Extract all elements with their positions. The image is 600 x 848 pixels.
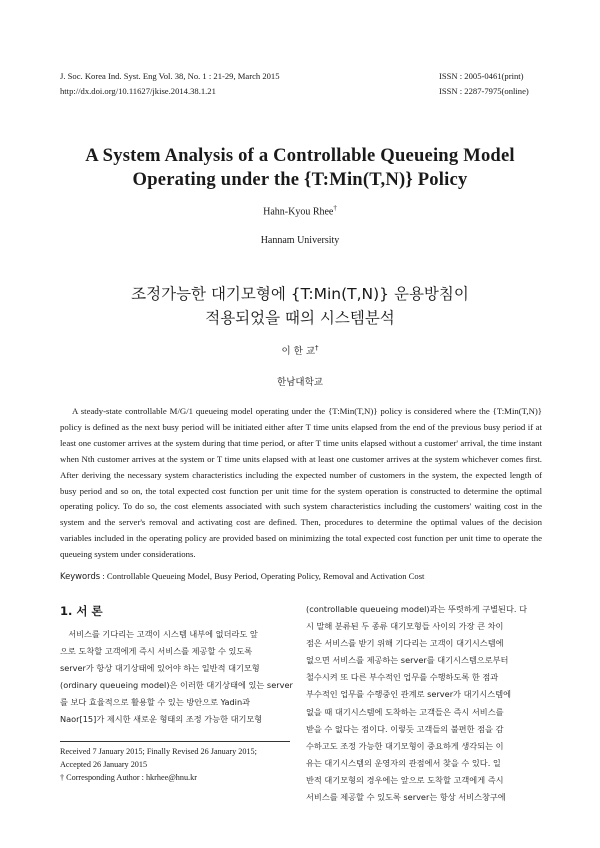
issn-online: ISSN : 2287-7975(online) (439, 86, 529, 96)
body-line: 받을 수 없다는 점이다. 이렇듯 고객들의 불편한 점을 감 (306, 723, 504, 734)
affiliation-ko: 한남대학교 (277, 377, 323, 388)
body-line: 부수적인 업무를 수행중인 관계로 server가 대기시스템에 (306, 689, 512, 700)
body-line: (ordinary queueing model)은 이러한 대기상태에 있는 server (60, 680, 293, 691)
paper-title-line-2: Operating under the {T:Min(T,N)} Policy (132, 169, 468, 190)
body-line: (controllable queueing model)과는 뚜렷하게 구별된다. 다 (306, 604, 527, 614)
body-line: 으로 도착할 고객에게 즉시 서비스를 제공할 수 있도록 (60, 646, 253, 657)
footnote-accepted: Accepted 26 January 2015 (60, 760, 148, 769)
affiliation-en: Hannam University (260, 235, 340, 246)
body-line: 반적 대기모형의 경우에는 앞으로 도착할 고객에게 즉시 (306, 774, 504, 785)
keywords-separator: : (100, 571, 107, 581)
body-line: server가 항상 대기상태에 있어야 하는 일반적 대기모형 (60, 663, 260, 674)
keywords-line (60, 569, 542, 583)
korean-title-line-1: 조정가능한 대기모형에 {T:Min(T,N)} 운용방침이 (131, 285, 469, 303)
body-line: 수하고도 조정 가능한 대기모형이 중요하게 생각되는 이 (306, 740, 504, 751)
corresponding-mark: † (333, 204, 337, 212)
corresponding-mark-ko: † (315, 343, 319, 352)
keywords-list: Controllable Queueing Model, Busy Period, Operating Policy, Removal and Activation Cost (106, 571, 425, 581)
body-line: 서비스를 제공할 수 있도록 server는 항상 서비스창구에 (306, 792, 506, 803)
body-line: 시 말해 분류된 두 종류 대기모형들 사이의 가장 큰 차이 (306, 621, 504, 632)
footnote-corresponding: † Corresponding Author : hkrhee@hnu.kr (60, 773, 197, 782)
issn-print: ISSN : 2005-0461(print) (439, 71, 524, 81)
body-line: 서비스를 기다리는 고객이 시스템 내부에 없더라도 앞 (60, 629, 258, 639)
body-line: Naor[15]가 제시한 새로운 형태의 조정 가능한 대기모형 (60, 714, 263, 725)
abstract (60, 404, 542, 563)
body-line: 없을 때 대기시스템에 도착하는 고객들은 즉시 서비스를 (306, 706, 504, 717)
korean-title-line-2: 적용되었을 때의 시스템분석 (205, 309, 395, 327)
body-line: 철수시켜 또 다른 부수적인 업무를 수행하도록 한 점과 (306, 672, 499, 683)
right-column (306, 601, 542, 806)
footnote-rule (60, 741, 290, 742)
keywords-label: Keywords (60, 571, 101, 581)
abstract-text: A steady-state controllable M/G/1 queueing model operating under the {T:Min(T,N)} policy is considered where the {T:Min(T,N)} policy is defined as the next busy period will be initiated either after T time units elapsed from the end of the previous busy period if at least one customer arrives at the system during that time period, or after T time units elapsed without a customer' arrival, the time instant when Nth customer arrives at the system or T time units elapsed with at least one customer arrives at the system whichever comes first. After deriving the necessary system characteristics including the expected number of customers in the system, the expected length of busy period and so on, the total expected cost function per unit time for the system operation is constructed to determine the optimal operating policy. To do so, the cost elements associated with such system characteristics including the customers' waiting cost in the system and the server's removal and activating cost are defined. Then, procedures to determine the optimal values of the decision variables included in the operating policy are provided based on minimizing the total expected cost function per unit time to operate the queueing system under considerations. (60, 406, 542, 560)
section-heading-introduction: 1. 서 론 (60, 604, 103, 618)
footnote-received: Received 7 January 2015; Finally Revised 26 January 2015; (60, 747, 257, 756)
footnote (60, 745, 290, 784)
doi-link[interactable]: http://dx.doi.org/10.11627/jkise.2014.38.1.21 (60, 86, 216, 96)
author-name-korean: 이 한 교 (281, 346, 316, 357)
body-line: 점은 서비스를 받기 위해 기다리는 고객이 대기시스템에 (306, 638, 504, 649)
author-name-ko (0, 343, 600, 357)
journal-citation: J. Soc. Korea Ind. Syst. Eng Vol. 38, No. 1 : 21-29, March 2015 (60, 71, 280, 81)
author-name-en (0, 204, 600, 217)
body-line: 를 보다 효율적으로 활용할 수 있는 방안으로 Yadin과 (60, 697, 251, 708)
left-column (60, 626, 294, 729)
body-line: 없으면 서비스를 제공하는 server를 대기시스템으로부터 (306, 655, 509, 666)
paper-title-line-1: A System Analysis of a Controllable Queueing Model (85, 145, 515, 166)
author-name: Hahn-Kyou Rhee (263, 206, 334, 218)
body-line: 유는 대기시스템의 운영자의 관점에서 찾을 수 있다. 일 (306, 757, 501, 768)
